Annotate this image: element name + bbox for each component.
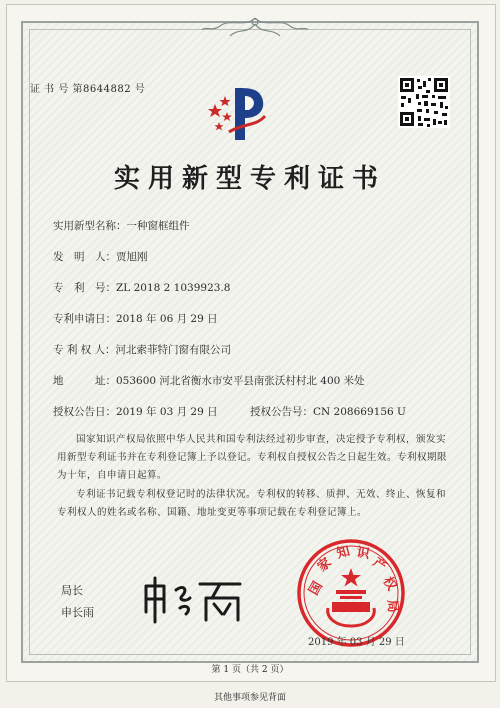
field-label: 专 利 号： xyxy=(53,282,116,294)
footer-note: 其他事项参见背面 xyxy=(213,693,286,703)
certificate-number: 证 书 号 第8644882 号 xyxy=(30,84,146,95)
field-patentee xyxy=(53,342,231,357)
document-title: 实用新型专利证书 xyxy=(113,164,386,194)
field-address xyxy=(53,373,365,388)
field-value: 053600 河北省衡水市安平县南张沃村村北 400 米处 xyxy=(116,375,365,387)
paragraph-legal-status: 专利证书记载专利权登记时的法律状况。专利权的转移、质押、无效、终止、恢复和专利权人的姓名或名称、国籍、地址变更等事项记载在专利登记簿上。 xyxy=(57,489,447,518)
field-utility-model-name xyxy=(53,218,190,233)
qr-code-icon xyxy=(398,76,450,128)
svg-text:知: 知 xyxy=(335,544,352,562)
field-value: 2018 年 06 月 29 日 xyxy=(116,313,218,325)
field-value: 2019 年 03 月 29 日 xyxy=(116,406,218,418)
field-grant-number xyxy=(250,404,406,419)
signatory-title: 局长 xyxy=(61,584,83,597)
field-label: 授权公告日： xyxy=(53,406,116,418)
field-grant-date xyxy=(53,404,233,419)
svg-text:权: 权 xyxy=(379,574,400,594)
field-inventor xyxy=(53,249,148,264)
signatory-name: 申长雨 xyxy=(61,606,94,619)
field-label: 专 利 权 人： xyxy=(53,344,116,356)
field-value: 一种窗框组件 xyxy=(126,220,190,232)
svg-text:识: 识 xyxy=(355,545,371,563)
seal-date: 2019 年 03 月 29 日 xyxy=(308,637,405,648)
top-ornament-icon xyxy=(200,14,310,44)
handwritten-signature-icon xyxy=(140,568,250,628)
field-patent-number xyxy=(53,280,230,295)
svg-text:国: 国 xyxy=(306,579,326,598)
field-label: 授权公告号： xyxy=(250,406,313,418)
svg-text:家: 家 xyxy=(314,555,335,576)
field-value: ZL 2018 2 1039923.8 xyxy=(116,282,231,294)
field-value: 贾旭刚 xyxy=(116,251,148,263)
svg-text:产: 产 xyxy=(369,554,389,575)
field-application-date xyxy=(53,311,218,326)
field-value: CN 208669156 U xyxy=(313,406,406,418)
paragraph-grant-statement: 国家知识产权局依照中华人民共和国专利法经过初步审查，决定授予专利权，颁发实用新型专利证书并在专利登记簿上予以登记。专利权自授权公告之日起生效。专利权期限为十年，自申请日起算。 xyxy=(57,434,448,481)
field-label: 实用新型名称： xyxy=(53,220,127,232)
field-label: 专利申请日： xyxy=(53,313,116,325)
field-value: 河北索菲特门窗有限公司 xyxy=(115,344,232,356)
page-number: 第 1 页（共 2 页） xyxy=(211,665,289,675)
svg-text:局: 局 xyxy=(384,599,401,614)
official-seal-icon xyxy=(296,538,406,648)
cnipa-logo-icon xyxy=(205,76,275,146)
field-label: 地 址： xyxy=(53,375,116,387)
field-label: 发 明 人： xyxy=(53,251,116,263)
